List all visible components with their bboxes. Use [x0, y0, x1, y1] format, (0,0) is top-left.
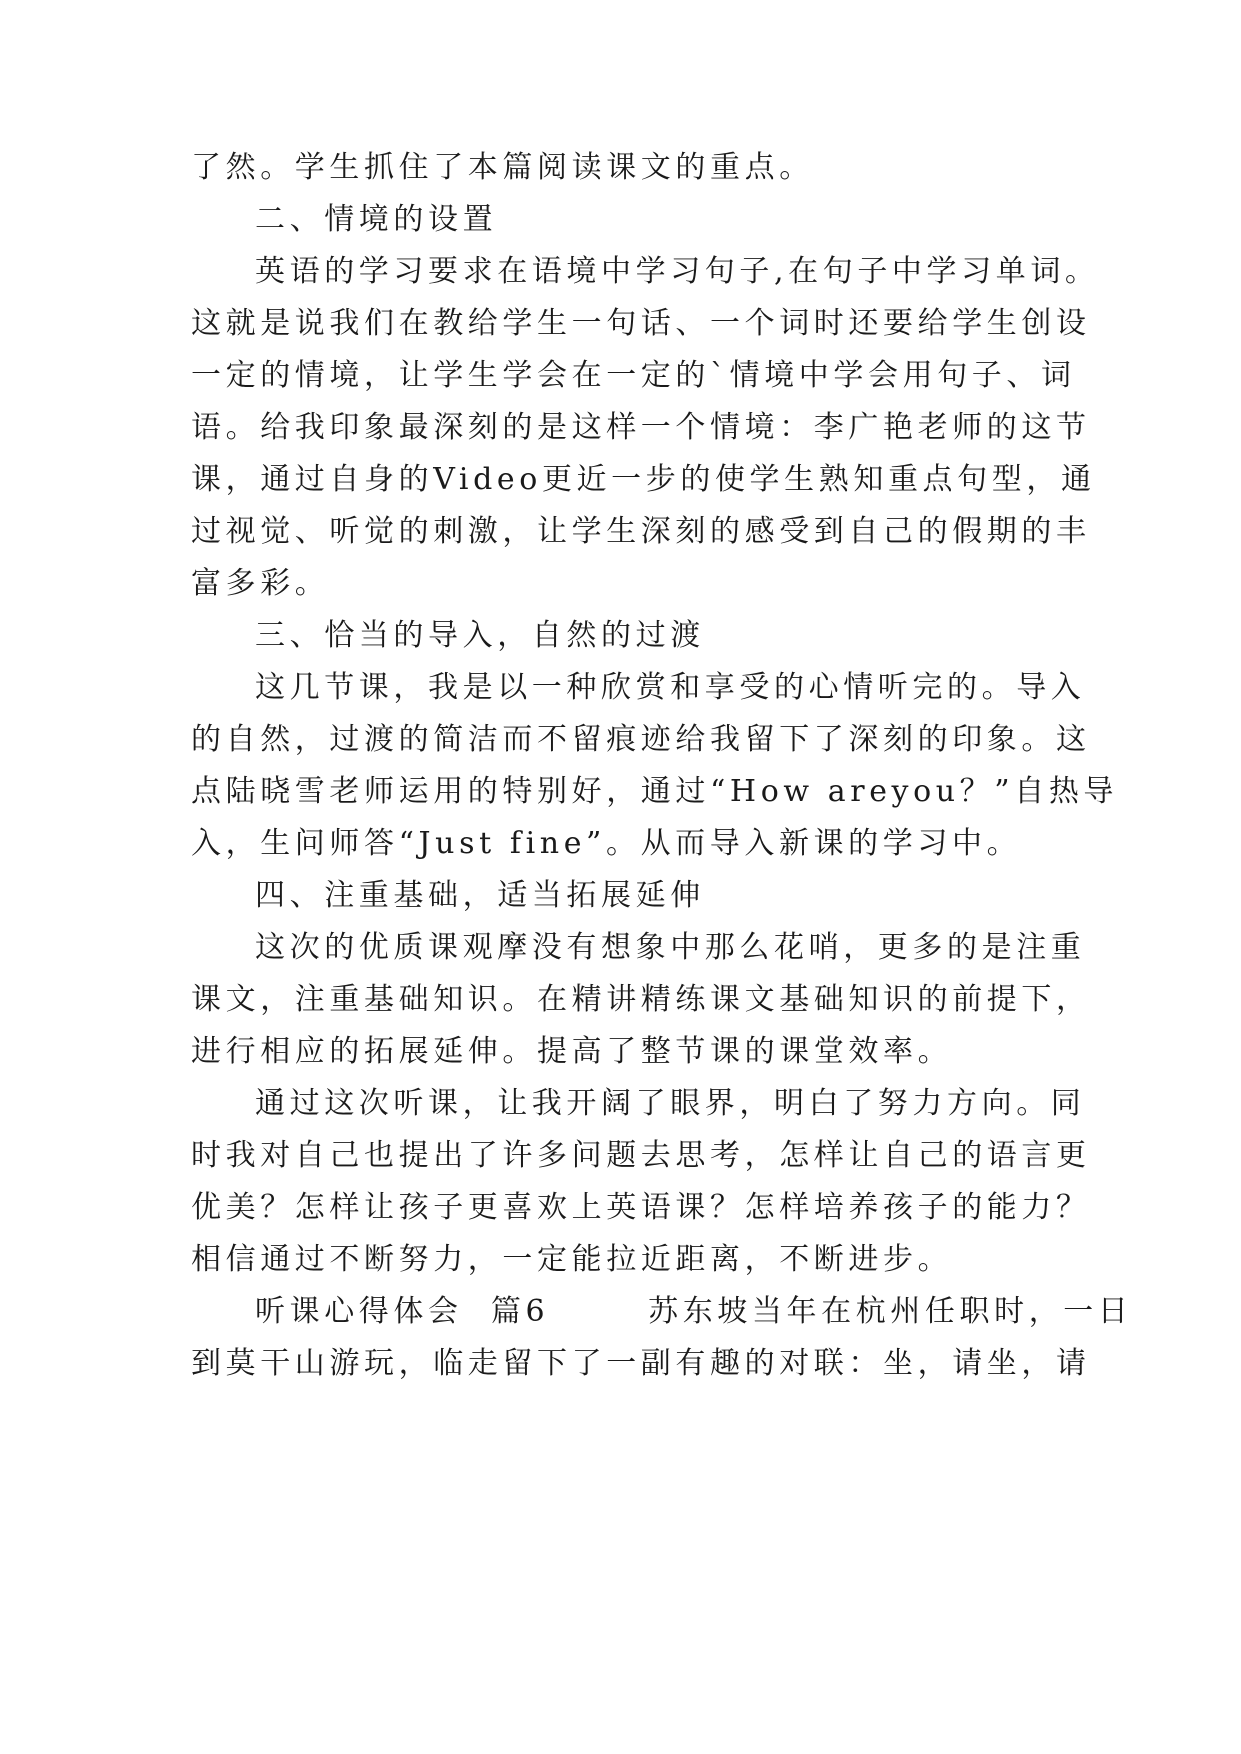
text-line: 这几节课，我是以一种欣赏和享受的心情听完的。导入	[255, 670, 1086, 705]
text-line: 点陆晓雪老师运用的特别好，通过“How areyou？”自热导	[191, 774, 1119, 809]
text-line: 这次的优质课观摩没有想象中那么花哨，更多的是注重	[255, 930, 1086, 965]
text-line: 的自然，过渡的简洁而不留痕迹给我留下了深刻的印象。这	[191, 722, 1091, 757]
text-line: 入，生问师答“Just fine”。从而导入新课的学习中。	[191, 826, 1022, 861]
text-line: 到莫干山游玩，临走留下了一副有趣的对联：坐，请坐，请	[191, 1346, 1091, 1381]
text-line: 富多彩。	[191, 566, 330, 601]
text-line: 相信通过不断努力，一定能拉近距离，不断进步。	[191, 1242, 953, 1277]
text-line: 过视觉、听觉的刺激，让学生深刻的感受到自己的假期的丰	[191, 514, 1091, 549]
text-line: 这就是说我们在教给学生一句话、一个词时还要给学生创设	[191, 306, 1091, 341]
text-line: 进行相应的拓展延伸。提高了整节课的课堂效率。	[191, 1034, 953, 1069]
section-heading: 听课心得体会 篇6 苏东坡当年在杭州任职时，一日	[255, 1294, 1133, 1329]
text-line: 课，通过自身的Video更近一步的使学生熟知重点句型，通	[191, 462, 1096, 497]
text-line: 了然。学生抓住了本篇阅读课文的重点。	[191, 150, 814, 185]
text-line: 时我对自己也提出了许多问题去思考，怎样让自己的语言更	[191, 1138, 1091, 1173]
text-line: 优美？怎样让孩子更喜欢上英语课？怎样培养孩子的能力？	[191, 1190, 1091, 1225]
section-heading: 四、注重基础，适当拓展延伸	[255, 878, 705, 913]
section-heading: 三、恰当的导入，自然的过渡	[255, 618, 705, 653]
text-line: 语。给我印象最深刻的是这样一个情境：李广艳老师的这节	[191, 410, 1091, 445]
section-heading: 二、情境的设置	[255, 202, 498, 237]
text-line: 英语的学习要求在语境中学习句子,在句子中学习单词。	[255, 254, 1100, 289]
text-line: 一定的情境，让学生学会在一定的`情境中学会用句子、词	[191, 358, 1076, 393]
text-line: 通过这次听课，让我开阔了眼界，明白了努力方向。同	[255, 1086, 1086, 1121]
text-line: 课文，注重基础知识。在精讲精练课文基础知识的前提下，	[191, 982, 1091, 1017]
